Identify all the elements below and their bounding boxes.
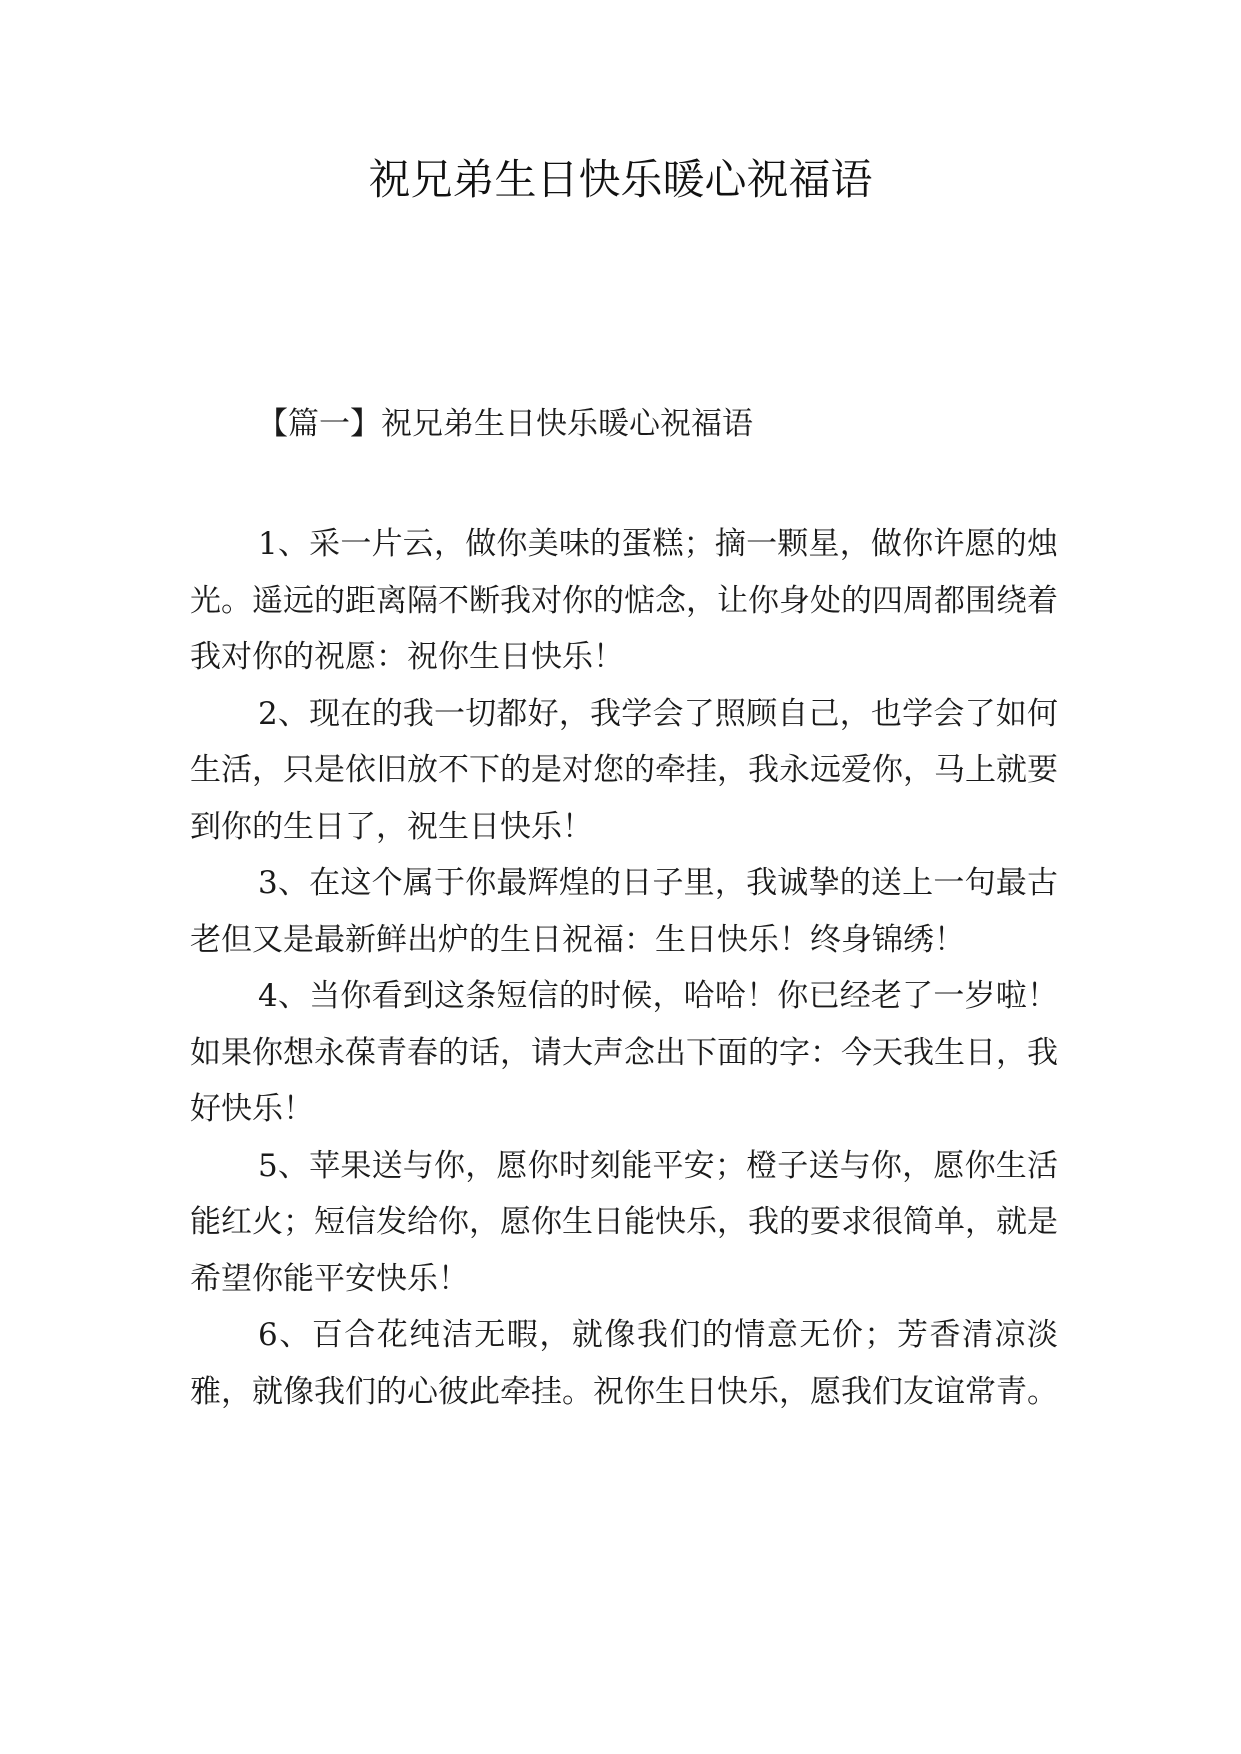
paragraph-4: 4、当你看到这条短信的时候，哈哈！你已经老了一岁啦！如果你想永葆青春的话，请大声念出下面的字：今天我生日，我好快乐！ [190,978,1058,1127]
paragraph-6: 6、百合花纯洁无暇，就像我们的情意无价；芳香清凉淡雅，就像我们的心彼此牵挂。祝你生日快乐，愿我们友谊常青。 [190,1317,1058,1410]
paragraph-2: 2、现在的我一切都好，我学会了照顾自己，也学会了如何生活，只是依旧放不下的是对您的牵挂，我永远爱你，马上就要到你的生日了，祝生日快乐！ [190,695,1058,845]
document-title: 祝兄弟生日快乐暖心祝福语 [368,155,873,204]
paragraph-1: 1、采一片云，做你美味的蛋糕；摘一颗星，做你许愿的烛光。遥远的距离隔不断我对你的惦念，让你身处的四周都围绕着我对你的祝愿：祝你生日快乐！ [190,526,1058,675]
paragraph-5: 5、苹果送与你，愿你时刻能平安；橙子送与你，愿你生活能红火；短信发给你，愿你生日能快乐，我的要求很简单，就是希望你能平安快乐！ [190,1147,1058,1297]
paragraph-3: 3、在这个属于你最辉煌的日子里，我诚挚的送上一句最古老但又是最新鲜出炉的生日祝福：生日快乐！终身锦绣！ [190,865,1058,958]
document-body [190,516,1058,1420]
section-heading: 【篇一】祝兄弟生日快乐暖心祝福语 [257,406,753,442]
